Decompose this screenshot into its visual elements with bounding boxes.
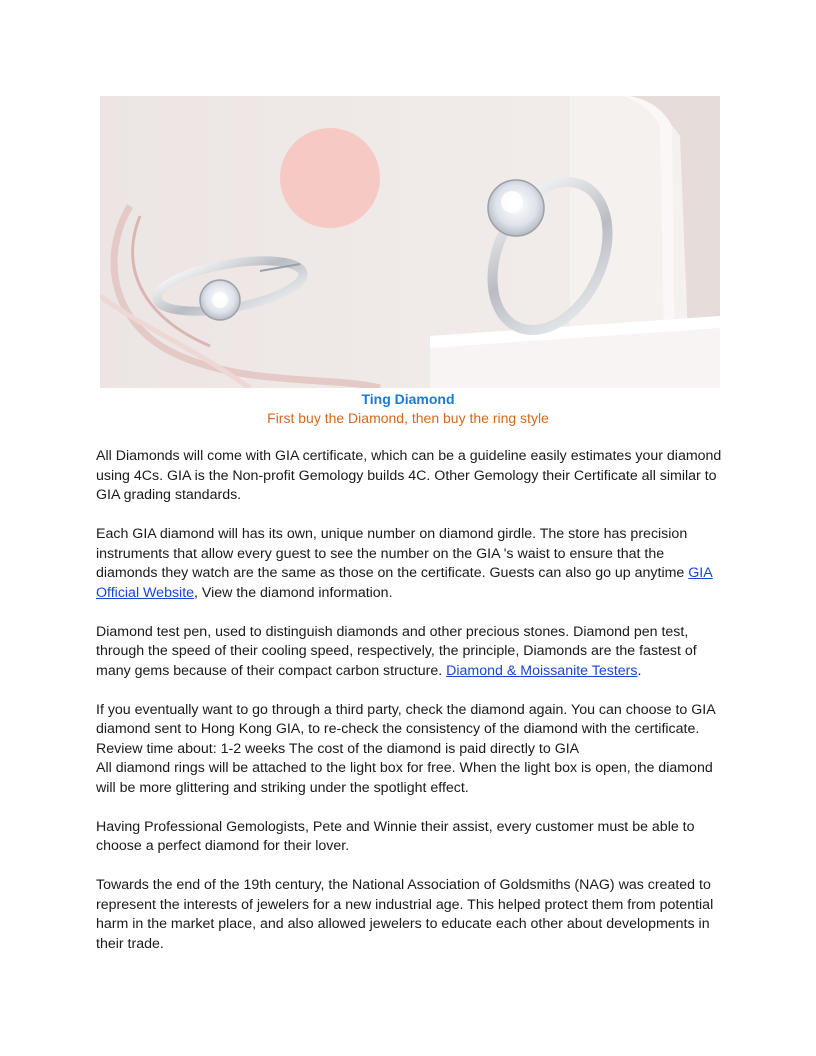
hero-illustration bbox=[100, 96, 720, 388]
paragraph-nag-history: Towards the end of the 19th century, the National Association of Goldsmiths (NAG) was created to represent the interests of jewelers for a new industrial age. This helped protect them from potential harm in the market place, and also allowed jewelers to educate each other about developments in their trade. bbox=[96, 877, 714, 952]
paragraph-text: Each GIA diamond will has its own, unique number on diamond girdle. The store has precision instruments that allow every guest to see the number on the GIA 's waist to ensure that the diamonds they watch are the same as those on the certificate. Guests can also go up anytime bbox=[96, 526, 689, 581]
caption-subtitle: First buy the Diamond, then buy the ring style bbox=[267, 410, 549, 426]
testers-link[interactable]: Diamond & Moissanite Testers bbox=[446, 662, 638, 679]
paragraph-line: If you eventually want to go through a third party, check the diamond again. You can choose to GIA diamond sent to Hong Kong GIA, to re-check the consistency of the diamond with the certificate. Review time about: 1-2 weeks The cost of the diamond is paid directly to GIA bbox=[96, 701, 715, 757]
gia-website-link[interactable]: GIA Official Website bbox=[96, 565, 713, 601]
paragraph-line: All diamond rings will be attached to the light box for free. When the light box is open, the diamond will be more glittering and striking under the spotlight effect. bbox=[96, 760, 713, 796]
paragraph-text: , View the diamond information. bbox=[194, 584, 393, 601]
paragraph-third-party bbox=[96, 701, 726, 799]
article-body bbox=[96, 447, 726, 974]
pink-circle bbox=[280, 128, 380, 228]
paragraph-text: . bbox=[637, 662, 642, 679]
paragraph-text: Diamond test pen, used to distinguish diamonds and other precious stones. Diamond pen test, through the speed of their cooling speed, respectively, the principle, Diamonds are the fastest of many gems because of their compact carbon structure. bbox=[96, 623, 697, 679]
paragraph-gemologists: Having Professional Gemologists, Pete and Winnie their assist, every customer must be able to choose a perfect diamond for their lover. bbox=[96, 818, 695, 854]
hero-image bbox=[100, 96, 720, 388]
paragraph-gia-certificate: All Diamonds will come with GIA certificate, which can be a guideline easily estimates your diamond using 4Cs. GIA is the Non-profit Gemology builds 4C. Other Gemology their Certificate all similar to GIA grading standards. bbox=[96, 448, 722, 503]
paragraph-test-pen bbox=[96, 623, 726, 682]
paragraph-girdle-number bbox=[96, 525, 726, 603]
caption-title: Ting Diamond bbox=[361, 391, 455, 407]
